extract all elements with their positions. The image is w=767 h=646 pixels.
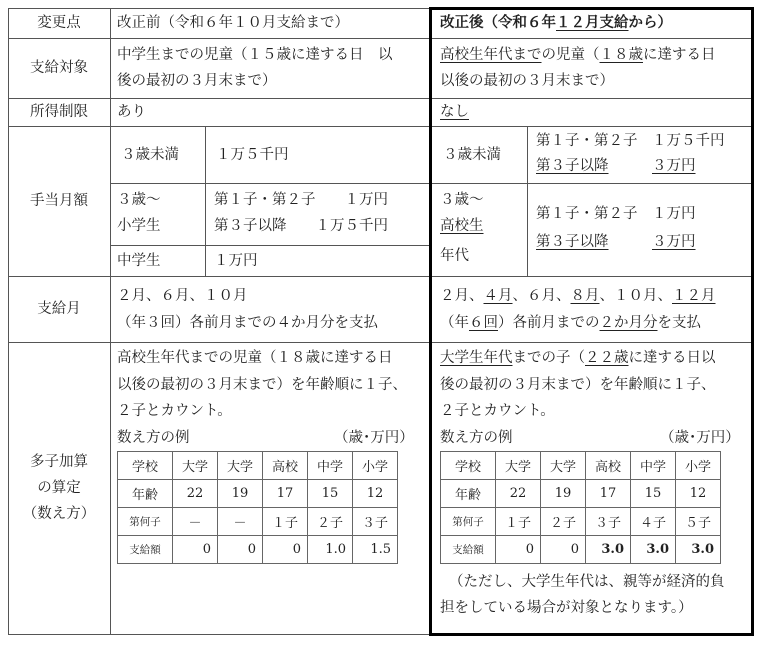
table-cell: 支給額 (441, 536, 496, 564)
target-after-line2: 以後の最初の３月末まで） (440, 73, 614, 89)
table-cell: 年齢 (441, 480, 496, 508)
row-label-month: 支給月 (37, 301, 81, 317)
table-cell: 19 (218, 480, 263, 508)
table-cell: 第何子 (118, 508, 173, 536)
before-jhs-label: 中学生 (117, 253, 161, 269)
table-cell: １子 (263, 508, 308, 536)
table-cell: 3.0 (676, 536, 721, 564)
table-cell: 12 (353, 480, 398, 508)
after-example-unit: （歳･万円） (660, 430, 740, 446)
table-row (118, 480, 398, 508)
multi-before-line1: 高校生年代までの児童（１８歳に達する日 (117, 350, 393, 366)
example-table-after (440, 451, 721, 564)
before-example-heading: 数え方の例 (117, 430, 190, 446)
after-under3-amount-2: 第３子以降 ３万円 (536, 158, 696, 174)
row-label-multi-2: の算定 (37, 480, 81, 496)
table-cell: 大学 (218, 452, 263, 480)
row-label-income: 所得制限 (30, 104, 88, 120)
table-cell: 中学 (631, 452, 676, 480)
table-cell: ３子 (586, 508, 631, 536)
table-cell: ３子 (353, 508, 398, 536)
table-cell: 0 (496, 536, 541, 564)
table-cell: 学校 (118, 452, 173, 480)
table-cell: 小学 (353, 452, 398, 480)
before-mid-amount-2: 第３子以降 １万５千円 (214, 218, 388, 234)
table-cell: 1.5 (353, 536, 398, 564)
table-cell: 15 (308, 480, 353, 508)
after-example-heading: 数え方の例 (440, 430, 513, 446)
table-cell: 中学 (308, 452, 353, 480)
table-cell: 0 (173, 536, 218, 564)
table-row (441, 508, 721, 536)
target-after-line1: 高校生年代までの児童（１８歳に達する日 (440, 47, 716, 63)
table-cell: 大学 (173, 452, 218, 480)
col-header-after: 改正後（令和６年１２月支給から） (440, 14, 672, 31)
table-cell: 0 (218, 536, 263, 564)
col-header-changes: 変更点 (37, 15, 81, 31)
multi-before-line2: 以後の最初の３月末まで）を年齢順に１子、 (117, 377, 407, 393)
row-label-target: 支給対象 (30, 60, 88, 76)
table-row (441, 480, 721, 508)
target-before-line2: 後の最初の３月末まで） (117, 73, 277, 89)
before-under3-label: ３歳未満 (121, 147, 179, 163)
month-before-line1: ２月、６月、１０月 (117, 288, 248, 304)
table-cell: － (173, 508, 218, 536)
table-cell: 3.0 (631, 536, 676, 564)
after-mid-amount-2: 第３子以降 ３万円 (536, 234, 696, 250)
before-mid-label-1: ３歳～ (117, 192, 161, 208)
table-row (118, 452, 398, 480)
table-row (118, 508, 398, 536)
table-cell: ２子 (308, 508, 353, 536)
before-jhs-amount: １万円 (214, 253, 258, 269)
month-after-line2: （年６回）各前月までの２か月分を支払 (440, 315, 701, 331)
table-cell: 年齢 (118, 480, 173, 508)
table-cell: 小学 (676, 452, 721, 480)
income-after: なし (440, 104, 469, 120)
month-after-line1: ２月、４月、６月、８月、１０月、１２月 (440, 288, 716, 304)
table-cell: 22 (496, 480, 541, 508)
table-cell: 1.0 (308, 536, 353, 564)
multi-after-line1: 大学生年代までの子（２２歳に達する日以 (440, 350, 716, 366)
income-before: あり (117, 104, 146, 120)
table-cell: 15 (631, 480, 676, 508)
multi-before-line3: ２子とカウント。 (117, 403, 232, 419)
table-cell: 17 (586, 480, 631, 508)
table-cell: ２子 (541, 508, 586, 536)
after-mid-label-2: 高校生 (440, 218, 484, 234)
month-before-line2: （年３回）各前月までの４か月分を支払 (117, 315, 378, 331)
table-row (441, 536, 721, 564)
table-cell: － (218, 508, 263, 536)
after-mid-amount-1: 第１子・第２子 １万円 (536, 206, 696, 222)
table-cell: 高校 (263, 452, 308, 480)
table-cell: ５子 (676, 508, 721, 536)
before-under3-amount: １万５千円 (216, 147, 289, 163)
after-under3-amount-1: 第１子・第２子 １万５千円 (536, 133, 725, 149)
before-mid-label-2: 小学生 (117, 218, 161, 234)
table-cell: 19 (541, 480, 586, 508)
table-cell: 大学 (496, 452, 541, 480)
table-cell: １子 (496, 508, 541, 536)
after-note-line1: （ただし、大学生年代は、親等が経済的負 (449, 574, 725, 590)
before-example-unit: （歳･万円） (334, 430, 414, 446)
row-label-monthly: 手当月額 (30, 193, 88, 209)
table-cell: 12 (676, 480, 721, 508)
after-note-line2: 担をしている場合が対象となります。） (440, 600, 693, 616)
row-label-multi-3: （数え方） (22, 506, 96, 522)
after-mid-label-3: 年代 (440, 248, 469, 264)
before-mid-amount-1: 第１子・第２子 １万円 (214, 192, 388, 208)
multi-after-line2: 後の最初の３月末まで）を年齢順に１子、 (440, 377, 716, 393)
col-header-before: 改正前（令和６年１０月支給まで） (117, 15, 349, 31)
table-row (441, 452, 721, 480)
after-mid-label-1: ３歳～ (440, 192, 484, 208)
table-cell: 学校 (441, 452, 496, 480)
after-under3-label: ３歳未満 (443, 147, 501, 163)
table-cell: 高校 (586, 452, 631, 480)
table-cell: 17 (263, 480, 308, 508)
multi-after-line3: ２子とカウント。 (440, 403, 555, 419)
table-cell: 0 (263, 536, 308, 564)
table-row (118, 536, 398, 564)
table-cell: 3.0 (586, 536, 631, 564)
table-cell: 第何子 (441, 508, 496, 536)
example-table-before (117, 451, 398, 564)
table-cell: 0 (541, 536, 586, 564)
row-label-multi-1: 多子加算 (30, 454, 88, 470)
table-cell: 支給額 (118, 536, 173, 564)
table-cell: 22 (173, 480, 218, 508)
table-cell: ４子 (631, 508, 676, 536)
table-cell: 大学 (541, 452, 586, 480)
target-before-line1: 中学生までの児童（１５歳に達する日 以 (117, 47, 393, 63)
